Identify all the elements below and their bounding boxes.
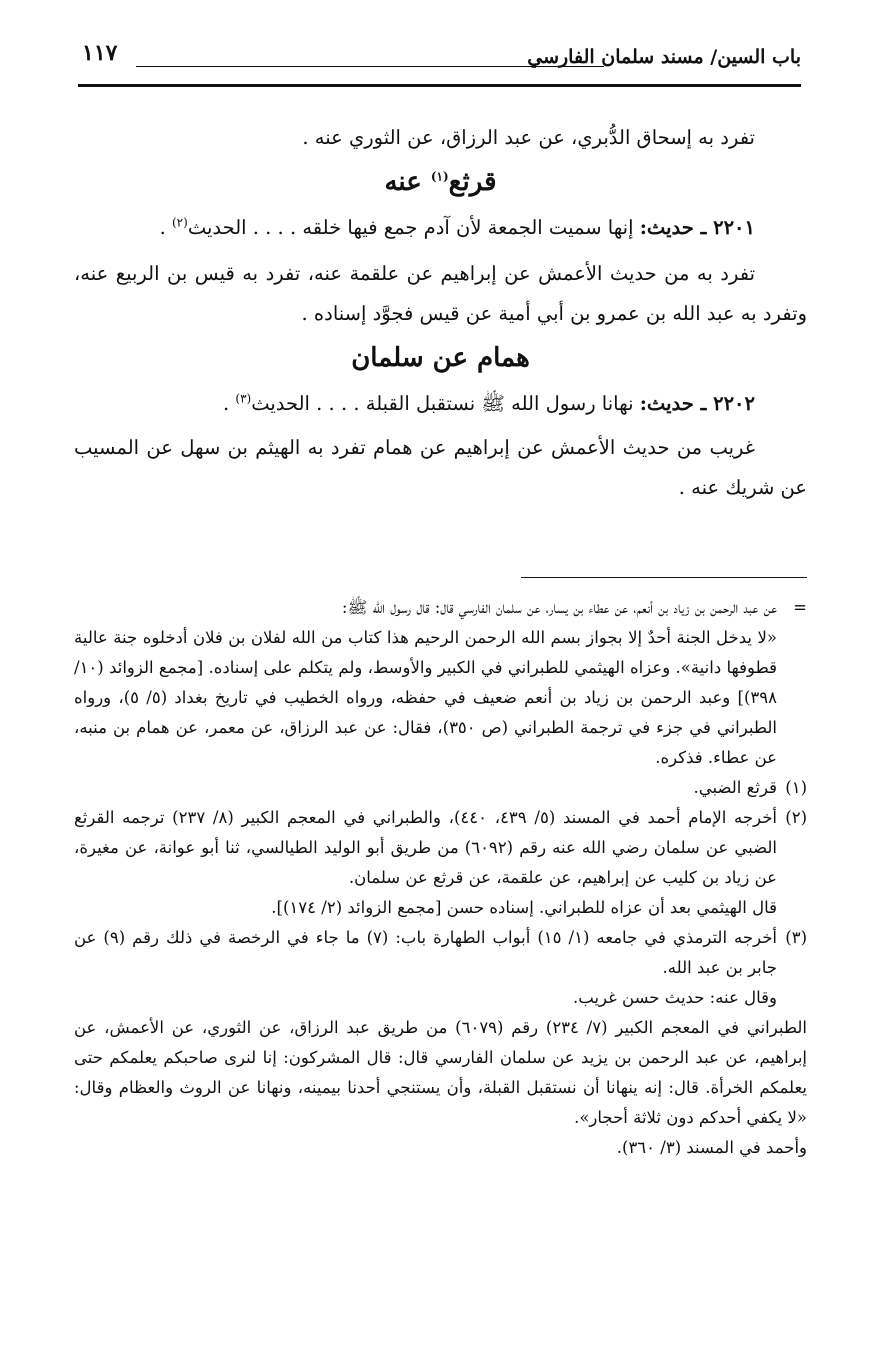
heading-tail: عنه [384,167,431,197]
footnote-ref-1: (١) [430,169,449,184]
footnote-text: أخرجه الإمام أحمد في المسند (٥/ ٤٣٩، ٤٤٠)، والطبراني في المعجم الكبير (٨/ ٢٣٧) ترجمه القرثع الضبي عن سلمان رضي الله عنه رقم (٦٠٩٢) من طريق أبو الوليد الطيالسي، ثنا أبو عوانة، عن مغيرة، عن زياد بن كليب عن إبراهيم، عن علقمة، عن قرثع عن سلمان. [74,808,777,887]
heading-name: قرثع [448,167,497,197]
section-heading-qurthu [74,160,807,204]
period: . [222,392,236,415]
footnote-2 [74,803,807,923]
footnote-number: (٣) [785,928,807,947]
paragraph-2: تفرد به من حديث الأعمش عن إبراهيم عن علقمة عنه، تفرد به قيس بن الربيع عنه، وتفرد به عبد الله بن عمرو بن أبي أمية عن قيس فجوَّد إسناده . [74,262,807,325]
footnote-text: عن عبد الرحمن بن زياد بن أنعم، عن عطاء بن يسار، عن سلمان الفارسي قال: قال رسول الله ﷺ: [341,598,777,617]
hadith-text: نهانا رسول الله ﷺ نستقبل القبلة . . . . الحديث [251,392,640,415]
continuation-mark: = [793,598,807,617]
footnote-text: وقال عنه: حديث حسن غريب. [573,988,777,1007]
hadith-number: ٢٢٠٢ ـ حديث: [639,392,755,415]
running-header [78,36,801,86]
paragraph-1: تفرد به إسحاق الدُّبري، عن عبد الرزاق، عن الثوري عنه . [302,126,755,149]
footnote-ref-2: (٢) [171,215,188,230]
footnote-number: (٢) [785,808,807,827]
page-number: ١١٧ [82,40,118,66]
footnote-text: وأحمد في المسند (٣/ ٣٦٠). [616,1138,807,1157]
footnote-continuation [74,593,807,773]
chapter-title: باب السين/ مسند سلمان الفارسي [527,46,801,68]
period: . [159,216,172,239]
hadith-text: إنها سميت الجمعة لأن آدم جمع فيها خلقه . . . . الحديث [187,216,640,239]
footnote-text: الطبراني في المعجم الكبير (٧/ ٢٣٤) رقم (٦٠٧٩) من طريق عبد الرزاق، عن الثوري، عن الأعمش، عن إبراهيم، عن عبد الرحمن بن يزيد عن سلمان الفارسي قال: قال المشركون: إنا لنرى صاحبكم يعلمكم حتى يعلمكم الخرأة. قال: إنه ينهانا أن نستقبل القبلة، وأن يستنجي أحدنا بيمينه، ونهانا عن الروث والعظام وقال: «لا يكفي أحدكم دون ثلاثة أحجار». [74,1018,807,1127]
footnote-text: أخرجه الترمذي في جامعه (١/ ١٥) أبواب الطهارة باب: (٧) ما جاء في الرخصة في ذلك رقم (٩) عن جابر بن عبد الله. [74,928,777,977]
main-text [74,118,807,508]
footnote-ref-3: (٣) [235,391,252,406]
hadith-number: ٢٢٠١ ـ حديث: [639,216,755,239]
footnote-text: قال الهيثمي بعد أن عزاه للطبراني. إسناده حسن [مجمع الزوائد (٢/ ١٧٤)]. [271,898,777,917]
hadith-2202 [74,384,807,424]
footnote-1 [74,773,807,803]
footnote-number: (١) [785,778,807,797]
header-rule [78,84,801,87]
hadith-2201 [74,208,807,248]
footnote-3 [74,923,807,1013]
section-heading-hammam: همام عن سلمان [351,343,530,373]
header-dash-line [136,66,604,67]
footnote-text: قرثع الضبي. [693,778,777,797]
footnotes [74,593,807,1163]
footnote-text: «لا يدخل الجنة أحدٌ إلا بجواز بسم الله الرحمن الرحيم هذا كتاب من الله لفلان بن فلان أدخلوه جنة عالية قطوفها دانية». وعزاه الهيثمي للطبراني في الكبير والأوسط، ولم يتكلم على إسناده. [مجمع الزوائد (١٠/ ٣٩٨)] وعبد الرحمن بن زياد بن أنعم ضعيف في حفظه، ورواه الخطيب في تاريخ بغداد (٥/ ٥)، ورواه الطبراني في جزء في ترجمة الطبراني (ص ٣٥٠)، فقال: عن عبد الرزاق، عن معمر، عن همام بن منبه، عن عطاء. فذكره. [74,628,777,767]
footnote-separator [521,577,807,578]
paragraph-3: غريب من حديث الأعمش عن إبراهيم عن همام تفرد به الهيثم بن سهل عن المسيب عن شريك عنه . [74,436,807,499]
